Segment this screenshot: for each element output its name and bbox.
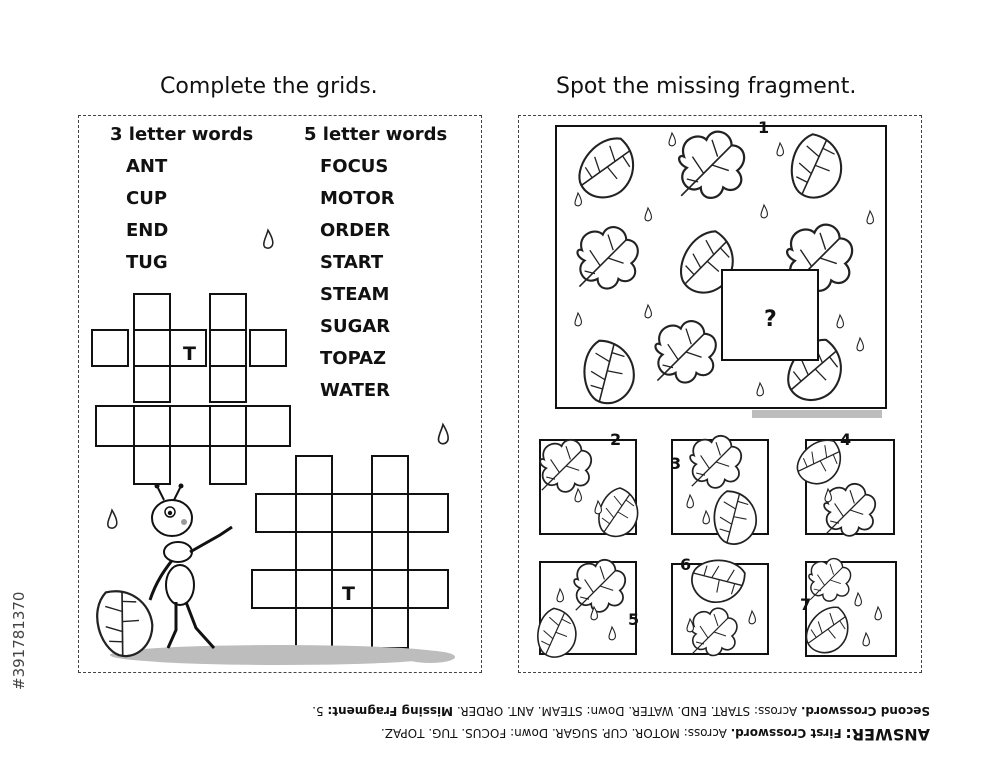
stock-image-id: #391781370	[10, 591, 28, 690]
word-item: FOCUS	[320, 156, 389, 177]
word-item: MOTOR	[320, 188, 395, 209]
missing-question-mark: ?	[764, 307, 777, 332]
right-title: Spot the missing fragment.	[556, 74, 857, 99]
answer-line-2	[170, 700, 930, 722]
first-crossword-label: First Crossword.	[730, 726, 842, 740]
word-item: WATER	[320, 380, 391, 401]
word-item: ORDER	[320, 220, 391, 241]
word-item: STEAM	[320, 284, 390, 305]
word-item: TOPAZ	[320, 348, 387, 369]
word-item: END	[126, 220, 169, 241]
fragment-3	[672, 436, 768, 549]
main-picture-number: 1	[758, 118, 770, 137]
word-item: ANT	[126, 156, 168, 177]
grid2-given-letter: T	[342, 583, 355, 605]
answer-line-1	[170, 722, 930, 745]
fragment-number-7: 7	[800, 595, 812, 614]
fragment-7	[802, 559, 896, 659]
answer-label: ANSWER:	[845, 725, 930, 744]
word-item: SUGAR	[320, 316, 391, 337]
fragment-number-6: 6	[680, 555, 692, 574]
fragment-5	[533, 560, 636, 660]
missing-fragment-label: Missing Fragment:	[327, 704, 454, 718]
fragment-number-5: 5	[628, 610, 640, 629]
answer-key	[170, 700, 930, 745]
left-title: Complete the grids.	[160, 74, 378, 99]
crossword-grid-2	[252, 456, 448, 648]
fragment-number-3: 3	[670, 454, 682, 473]
fragment-number-2: 2	[610, 430, 622, 449]
second-crossword-answer: Across: START. END. WATER. Down: STEAM. ANT. ORDER.	[456, 704, 798, 718]
first-crossword-answer: Across: MOTOR. CUP. SUGAR. Down: FOCUS. TUG. TOPAZ.	[380, 726, 727, 740]
missing-fragment-answer: 5.	[312, 704, 324, 718]
word-item: CUP	[126, 188, 168, 209]
crossword-grid-1	[92, 294, 290, 484]
five-letter-heading: 5 letter words	[304, 124, 448, 145]
three-letter-heading: 3 letter words	[110, 124, 254, 145]
grid1-given-letter: T	[183, 343, 196, 365]
main-picture	[556, 126, 886, 418]
second-crossword-label: Second Crossword.	[800, 704, 930, 718]
fragment-number-4: 4	[840, 430, 852, 449]
word-item: START	[320, 252, 384, 273]
fragment-2	[540, 440, 638, 537]
word-item: TUG	[126, 252, 168, 273]
